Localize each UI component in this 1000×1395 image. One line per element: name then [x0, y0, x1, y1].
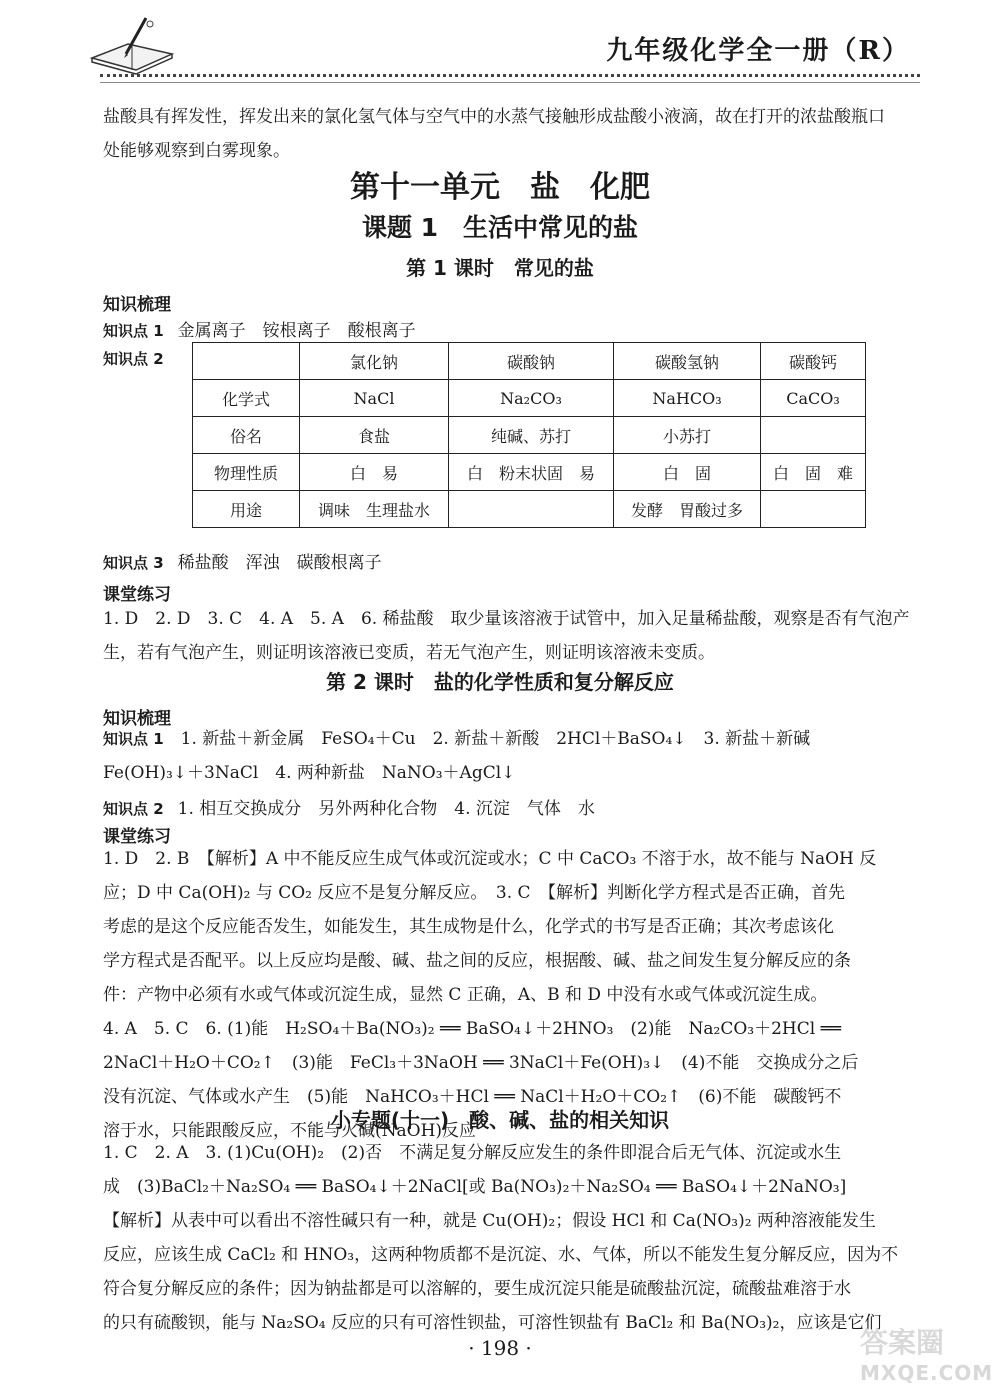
knowledge-point-1 [103, 316, 430, 341]
header-title: 九年级化学全一册（R） [606, 36, 910, 66]
table-cell: 食盐 [300, 417, 449, 454]
practice-line: 考虑的是这个反应能否发生，如能发生，其生成物是什么，化学式的书写是否正确；其次考虑该化 [103, 917, 834, 937]
practice-label: 课堂练习 [103, 585, 171, 605]
table-cell: 碳酸钙 [761, 343, 866, 380]
knowledge-point-3 [103, 548, 396, 573]
table-header-row [193, 343, 866, 380]
table-cell: 俗名 [193, 417, 300, 454]
knowledge-point-2-label: 知识点 2 [103, 350, 164, 368]
practice-line: 2NaCl＋H₂O＋CO₂↑ (3)能 FeCl₃＋3NaOH ══ 3NaCl＋Fe(OH)₃↓ (4)不能 交换成分之后 [103, 1053, 859, 1073]
kp1-text: 金属离子 铵根离子 酸根离子 [177, 321, 416, 341]
knowledge-review-label: 知识梳理 [103, 709, 171, 729]
table-cell: 物理性质 [193, 454, 300, 491]
practice-line: 1. D 2. D 3. C 4. A 5. A 6. 稀盐酸 取少量该溶液于试管中，加入足量稀盐酸，观察是否有气泡产 [103, 609, 910, 629]
practice-label: 课堂练习 [103, 827, 171, 847]
table-cell: 调味 生理盐水 [300, 491, 449, 528]
watermark-top: 答案圈 [860, 1326, 945, 1359]
table-cell: Na₂CO₃ [449, 380, 614, 417]
table-cell: CaCO₃ [761, 380, 866, 417]
table-cell: 化学式 [193, 380, 300, 417]
period2-practice [103, 842, 918, 1148]
table-cell: 发酵 胃酸过多 [614, 491, 761, 528]
page-number: · 198 · [468, 1336, 532, 1360]
kp3-text: 稀盐酸 浑浊 碳酸根离子 [177, 553, 382, 573]
kp3-label: 知识点 3 [103, 554, 164, 572]
intro-line: 处能够观察到白雾现象。 [103, 141, 290, 161]
special-line: 的只有硫酸钡，能与 Na₂SO₄ 反应的只有可溶性钡盐，可溶性钡盐有 BaCl₂ 和 Ba(NO₃)₂，应该是它们 [103, 1313, 882, 1333]
kp1-label: 知识点 1 [103, 322, 164, 340]
table-cell: 白 固 [614, 454, 761, 491]
table-cell: 纯碱、苏打 [449, 417, 614, 454]
book-pen-logo [88, 14, 178, 76]
period1-title: 第 1 课时 常见的盐 [406, 256, 594, 280]
special-line: 反应，应该生成 CaCl₂ 和 HNO₃，这两种物质都不是沉淀、水、气体，所以不能发生复分解反应，因为不 [103, 1245, 899, 1265]
practice-line: 1. D 2. B 【解析】A 中不能反应生成气体或沉淀或水；C 中 CaCO₃ 不溶于水，故不能与 NaOH 反 [103, 849, 877, 869]
table-cell: 小苏打 [614, 417, 761, 454]
salt-table [192, 342, 866, 528]
table-cell: NaCl [300, 380, 449, 417]
table-cell: 白 易 [300, 454, 449, 491]
special-line: 1. C 2. A 3. (1)Cu(OH)₂ (2)否 不满足复分解反应发生的条件即混合后无气体、沉淀或水生 [103, 1143, 842, 1163]
knowledge-review-label: 知识梳理 [103, 295, 171, 315]
watermark [860, 1321, 994, 1385]
table-cell [761, 491, 866, 528]
special-topic-title: 小专题(十一) 酸、碱、盐的相关知识 [330, 1108, 670, 1132]
intro-line: 盐酸具有挥发性，挥发出来的氯化氢气体与空气中的水蒸气接触形成盐酸小液滴，故在打开的浓盐酸瓶口 [103, 107, 885, 127]
intro-paragraph [103, 100, 918, 168]
watermark-bottom: MXQE.COM [860, 1361, 994, 1385]
table-cell: 氯化钠 [300, 343, 449, 380]
period2-kp2: 知识点 2 1. 相互交换成分 另外两种化合物 4. 沉淀 气体 水 [103, 799, 595, 819]
unit-title: 第十一单元 盐 化肥 [350, 170, 650, 205]
table-row [193, 454, 866, 491]
kp1-line: 知识点 1 1. 新盐＋新金属 FeSO₄＋Cu 2. 新盐＋新酸 2HCl＋BaSO₄↓ 3. 新盐＋新碱 [103, 729, 811, 749]
table-row [193, 380, 866, 417]
table-cell: 碳酸钠 [449, 343, 614, 380]
practice-line: 件：产物中必须有水或气体或沉淀生成，显然 C 正确，A、B 和 D 中没有水或气体或沉淀生成。 [103, 985, 828, 1005]
practice-line: 没有沉淀、气体或水产生 (5)能 NaHCO₃＋HCl ══ NaCl＋H₂O＋CO₂↑ (6)不能 碳酸钙不 [103, 1087, 842, 1107]
practice-line: 4. A 5. C 6. (1)能 H₂SO₄＋Ba(NO₃)₂ ══ BaSO₄↓＋2HNO₃ (2)能 Na₂CO₃＋2HCl ══ [103, 1019, 842, 1039]
kp1-line: Fe(OH)₃↓＋3NaCl 4. 两种新盐 NaNO₃＋AgCl↓ [103, 763, 516, 783]
table-cell [449, 491, 614, 528]
table-row [193, 491, 866, 528]
practice-line: 学方程式是否配平。以上反应均是酸、碱、盐之间的反应，根据酸、碱、盐之间发生复分解反应的条 [103, 951, 851, 971]
table-cell: 用途 [193, 491, 300, 528]
table-cell: NaHCO₃ [614, 380, 761, 417]
table-cell: 碳酸氢钠 [614, 343, 761, 380]
practice-line: 生，若有气泡产生，则证明该溶液已变质，若无气泡产生，则证明该溶液未变质。 [103, 643, 715, 663]
table-cell [193, 343, 300, 380]
table-cell [761, 417, 866, 454]
practice-line: 溶于水，只能跟酸反应，不能与火碱(NaOH)反应 [103, 1121, 477, 1141]
table-cell: 白 固 难 [761, 454, 866, 491]
special-line: 【解析】从表中可以看出不溶性碱只有一种，就是 Cu(OH)₂；假设 HCl 和 Ca(NO₃)₂ 两种溶液能发生 [103, 1211, 876, 1231]
special-line: 符合复分解反应的条件；因为钠盐都是可以溶解的，要生成沉淀只能是硫酸盐沉淀，硫酸盐难溶于水 [103, 1279, 851, 1299]
period2-kp1 [103, 722, 918, 790]
table-cell: 白 粉末状固 易 [449, 454, 614, 491]
special-topic-body [103, 1136, 918, 1340]
table-row [193, 417, 866, 454]
lesson-title: 课题 1 生活中常见的盐 [361, 213, 639, 242]
special-line: 成 (3)BaCl₂＋Na₂SO₄ ══ BaSO₄↓＋2NaCl[或 Ba(NO₃)₂＋Na₂SO₄ ══ BaSO₄↓＋2NaNO₃] [103, 1177, 847, 1197]
period1-practice [103, 602, 918, 670]
practice-line: 应；D 中 Ca(OH)₂ 与 CO₂ 反应不是复分解反应。 3. C 【解析】判断化学方程式是否正确，首先 [103, 883, 846, 903]
header-divider [100, 74, 920, 83]
period2-title: 第 2 课时 盐的化学性质和复分解反应 [326, 670, 674, 694]
